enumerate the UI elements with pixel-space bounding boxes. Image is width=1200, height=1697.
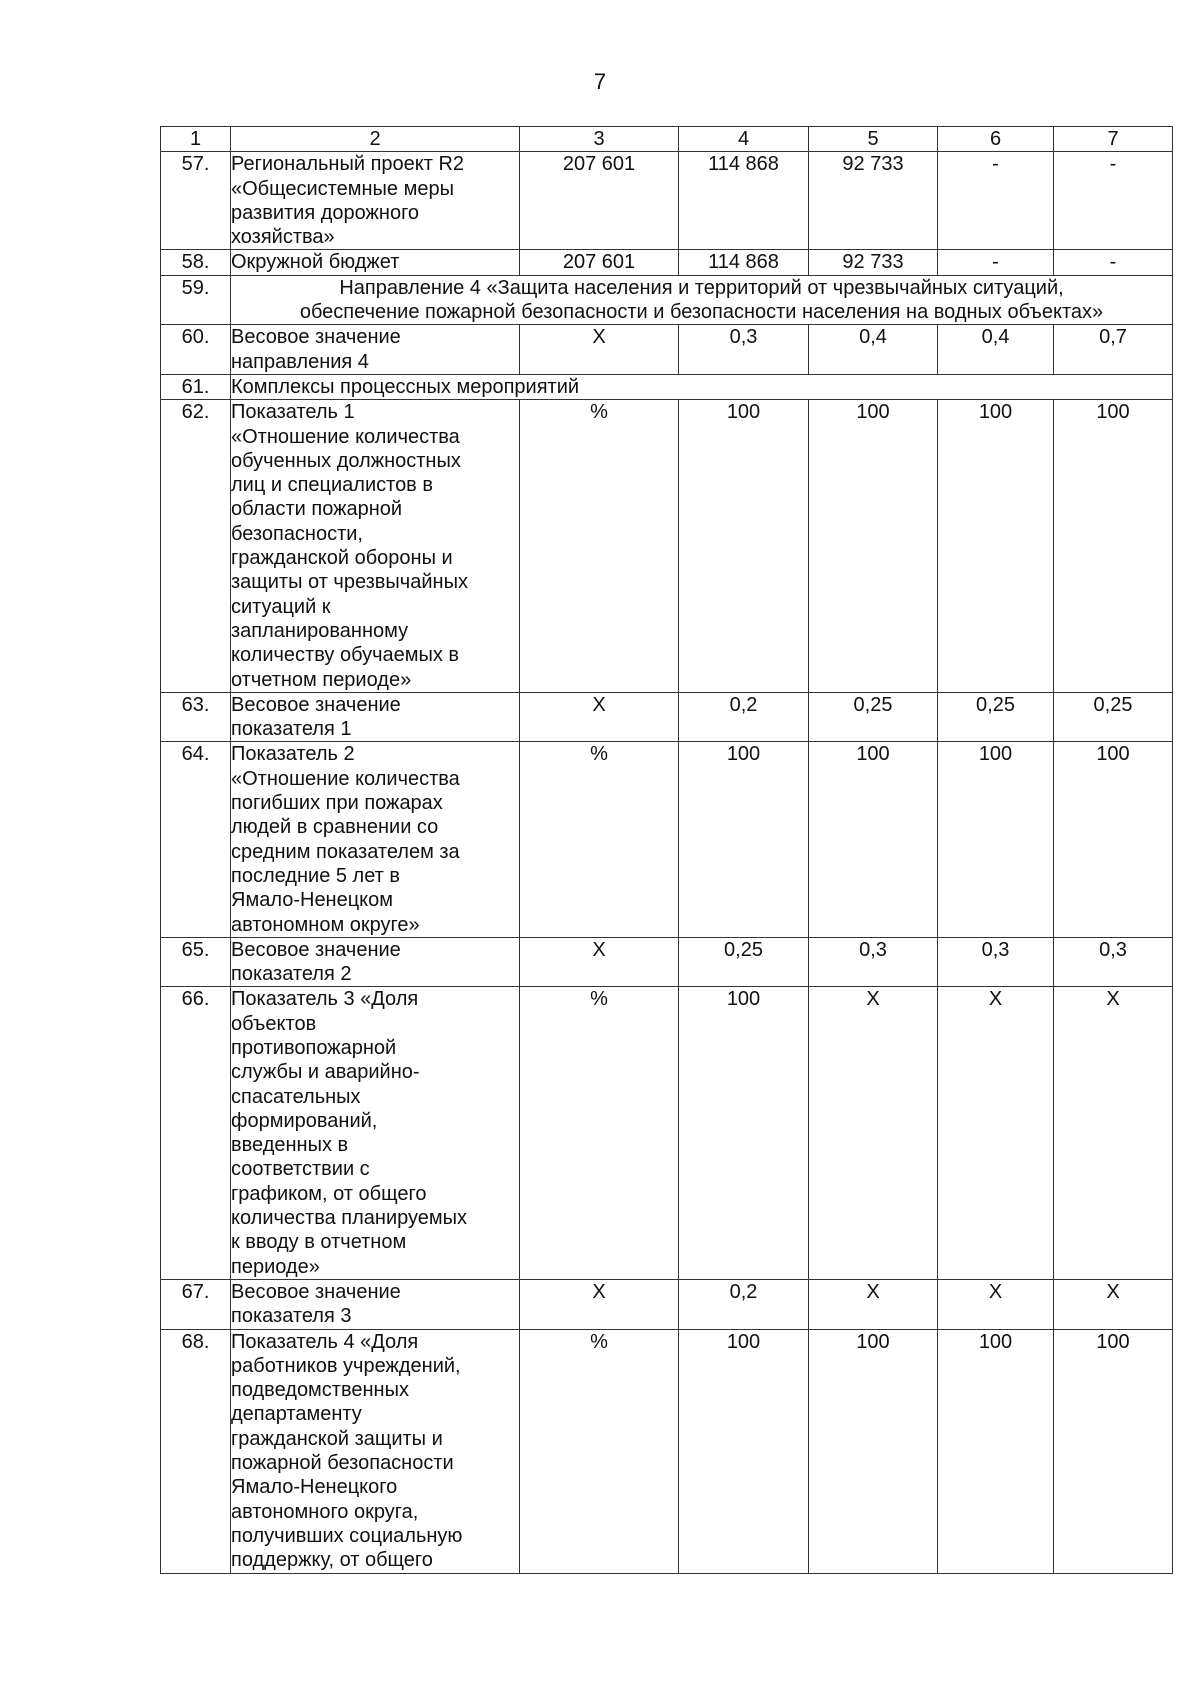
table-row bbox=[161, 250, 1173, 275]
row-number: 63. bbox=[161, 692, 231, 742]
cell-line: пожарной безопасности bbox=[231, 1452, 454, 1475]
cell-line: противопожарной bbox=[231, 1036, 397, 1059]
cell-line: ситуаций к bbox=[231, 595, 331, 618]
value-cell-c3: % bbox=[520, 1329, 679, 1573]
table-row bbox=[161, 325, 1173, 375]
row-name bbox=[231, 250, 520, 275]
cell-line: Ямало-Ненецком bbox=[231, 889, 394, 912]
value-cell-c6: 100 bbox=[938, 1329, 1054, 1573]
cell-line: подведомственных bbox=[231, 1379, 409, 1402]
row-number: 64. bbox=[161, 742, 231, 937]
section-heading bbox=[231, 275, 1173, 325]
value-cell-c5: 0,4 bbox=[809, 325, 938, 375]
value-cell-c5: X bbox=[809, 987, 938, 1280]
table-row bbox=[161, 987, 1173, 1280]
value-cell-c7: X bbox=[1054, 1279, 1173, 1329]
cell-line: показателя 3 bbox=[231, 1305, 352, 1328]
value-cell-c3: X bbox=[520, 1279, 679, 1329]
value-cell-c3: % bbox=[520, 400, 679, 693]
value-cell-c5: 0,25 bbox=[809, 692, 938, 742]
cell-line: области пожарной bbox=[231, 498, 403, 521]
page-number: 7 bbox=[593, 69, 607, 94]
header-cell: 5 bbox=[809, 127, 938, 152]
value-cell-c7: X bbox=[1054, 987, 1173, 1280]
cell-line: последние 5 лет в bbox=[231, 864, 401, 887]
header-cell: 4 bbox=[679, 127, 809, 152]
value-cell-c3: 207 601 bbox=[520, 152, 679, 250]
cell-line: спасательных bbox=[231, 1085, 361, 1108]
cell-line: развития дорожного bbox=[231, 201, 420, 224]
value-cell-c4: 100 bbox=[679, 400, 809, 693]
cell-line: погибших при пожарах bbox=[231, 792, 443, 815]
cell-line: количеству обучаемых в bbox=[231, 644, 460, 667]
cell-line: формирований, bbox=[231, 1109, 378, 1132]
row-name bbox=[231, 742, 520, 937]
value-cell-c7: 0,25 bbox=[1054, 692, 1173, 742]
row-name bbox=[231, 400, 520, 693]
cell-line: Показатель 2 bbox=[231, 743, 355, 766]
cell-line: средним показателем за bbox=[231, 840, 460, 863]
header-cell: 7 bbox=[1054, 127, 1173, 152]
value-cell-c3: X bbox=[520, 937, 679, 987]
row-number: 61. bbox=[161, 374, 231, 399]
row-number: 62. bbox=[161, 400, 231, 693]
cell-line: «Общесистемные меры bbox=[231, 177, 454, 200]
cell-line: Направление 4 «Защита населения и территорий от чрезвычайных ситуаций, bbox=[339, 276, 1064, 299]
value-cell-c7: - bbox=[1054, 250, 1173, 275]
value-cell-c5: 92 733 bbox=[809, 152, 938, 250]
cell-line: Ямало-Ненецкого bbox=[231, 1476, 398, 1499]
cell-line: Показатель 3 «Доля bbox=[231, 988, 419, 1011]
cell-line: защиты от чрезвычайных bbox=[231, 571, 468, 594]
cell-line: Весовое значение bbox=[231, 1280, 401, 1303]
value-cell-c3: % bbox=[520, 987, 679, 1280]
value-cell-c4: 114 868 bbox=[679, 250, 809, 275]
value-cell-c4: 100 bbox=[679, 987, 809, 1280]
cell-line: людей в сравнении со bbox=[231, 816, 439, 839]
header-cell: 6 bbox=[938, 127, 1054, 152]
cell-line: соответствии с bbox=[231, 1158, 370, 1181]
cell-line: автономном округе» bbox=[231, 913, 420, 936]
cell-line: Весовое значение bbox=[231, 326, 401, 349]
value-cell-c7: 0,3 bbox=[1054, 937, 1173, 987]
value-cell-c7: 100 bbox=[1054, 742, 1173, 937]
value-cell-c6: X bbox=[938, 1279, 1054, 1329]
header-cell: 1 bbox=[161, 127, 231, 152]
cell-line: отчетном периоде» bbox=[231, 668, 412, 691]
value-cell-c7: 100 bbox=[1054, 400, 1173, 693]
value-cell-c5: 92 733 bbox=[809, 250, 938, 275]
value-cell-c4: 114 868 bbox=[679, 152, 809, 250]
cell-line: получивших социальную bbox=[231, 1524, 463, 1547]
cell-line: обеспечение пожарной безопасности и безопасности населения на водных объектах» bbox=[299, 301, 1104, 324]
value-cell-c5: 100 bbox=[809, 742, 938, 937]
value-cell-c6: 0,4 bbox=[938, 325, 1054, 375]
table-row bbox=[161, 152, 1173, 250]
cell-line: Весовое значение bbox=[231, 693, 401, 716]
value-cell-c5: 0,3 bbox=[809, 937, 938, 987]
cell-line: службы и аварийно- bbox=[231, 1061, 420, 1084]
table-row bbox=[161, 1329, 1173, 1573]
row-name bbox=[231, 1329, 520, 1573]
row-number: 59. bbox=[161, 275, 231, 325]
cell-line: показателя 1 bbox=[231, 718, 352, 741]
cell-line: введенных в bbox=[231, 1134, 349, 1157]
table-row bbox=[161, 275, 1173, 325]
value-cell-c3: 207 601 bbox=[520, 250, 679, 275]
row-number: 67. bbox=[161, 1279, 231, 1329]
cell-line: хозяйства» bbox=[231, 226, 335, 249]
cell-line: Показатель 1 bbox=[231, 401, 355, 424]
row-number: 58. bbox=[161, 250, 231, 275]
cell-line: безопасности, bbox=[231, 522, 363, 545]
value-cell-c3: % bbox=[520, 742, 679, 937]
cell-line: Весовое значение bbox=[231, 938, 401, 961]
cell-line: работников учреждений, bbox=[231, 1354, 461, 1377]
value-cell-c5: X bbox=[809, 1279, 938, 1329]
cell-line: периоде» bbox=[231, 1255, 320, 1278]
cell-line: обученных должностных bbox=[231, 449, 461, 472]
value-cell-c6: X bbox=[938, 987, 1054, 1280]
value-cell-c6: 100 bbox=[938, 742, 1054, 937]
value-cell-c3: X bbox=[520, 325, 679, 375]
cell-line: гражданской защиты и bbox=[231, 1427, 443, 1450]
cell-line: департаменту bbox=[231, 1403, 362, 1426]
header-row bbox=[161, 127, 1173, 152]
value-cell-c6: 100 bbox=[938, 400, 1054, 693]
value-cell-c6: 0,3 bbox=[938, 937, 1054, 987]
table-row bbox=[161, 937, 1173, 987]
header-cell: 2 bbox=[231, 127, 520, 152]
cell-line: «Отношение количества bbox=[231, 425, 460, 448]
row-name bbox=[231, 152, 520, 250]
table-row bbox=[161, 742, 1173, 937]
value-cell-c4: 0,2 bbox=[679, 692, 809, 742]
cell-line: лиц и специалистов в bbox=[231, 474, 433, 497]
cell-line: Окружной бюджет bbox=[231, 251, 400, 274]
data-table bbox=[160, 126, 1173, 1574]
value-cell-c5: 100 bbox=[809, 1329, 938, 1573]
cell-line: запланированному bbox=[231, 619, 409, 642]
cell-line: к вводу в отчетном bbox=[231, 1231, 407, 1254]
table-row bbox=[161, 400, 1173, 693]
cell-line: графиком, от общего bbox=[231, 1182, 427, 1205]
row-name bbox=[231, 937, 520, 987]
cell-line: Показатель 4 «Доля bbox=[231, 1330, 419, 1353]
cell-line: направления 4 bbox=[231, 350, 369, 373]
row-number: 57. bbox=[161, 152, 231, 250]
cell-line: показателя 2 bbox=[231, 963, 352, 986]
row-name bbox=[231, 987, 520, 1280]
value-cell-c6: 0,25 bbox=[938, 692, 1054, 742]
value-cell-c7: 0,7 bbox=[1054, 325, 1173, 375]
value-cell-c4: 100 bbox=[679, 1329, 809, 1573]
value-cell-c7: - bbox=[1054, 152, 1173, 250]
cell-line: количества планируемых bbox=[231, 1207, 468, 1230]
value-cell-c4: 0,3 bbox=[679, 325, 809, 375]
cell-line: гражданской обороны и bbox=[231, 547, 453, 570]
cell-line: автономного округа, bbox=[231, 1500, 419, 1523]
row-number: 65. bbox=[161, 937, 231, 987]
value-cell-c6: - bbox=[938, 250, 1054, 275]
row-name bbox=[231, 692, 520, 742]
value-cell-c7: 100 bbox=[1054, 1329, 1173, 1573]
cell-line: поддержку, от общего bbox=[231, 1549, 433, 1572]
cell-line: объектов bbox=[231, 1012, 317, 1035]
row-name bbox=[231, 1279, 520, 1329]
cell-line: Региональный проект R2 bbox=[231, 153, 465, 176]
value-cell-c3: X bbox=[520, 692, 679, 742]
row-number: 66. bbox=[161, 987, 231, 1280]
value-cell-c4: 0,25 bbox=[679, 937, 809, 987]
value-cell-c6: - bbox=[938, 152, 1054, 250]
row-name bbox=[231, 325, 520, 375]
table-row bbox=[161, 374, 1173, 399]
table-row bbox=[161, 692, 1173, 742]
value-cell-c5: 100 bbox=[809, 400, 938, 693]
value-cell-c4: 0,2 bbox=[679, 1279, 809, 1329]
cell-line: «Отношение количества bbox=[231, 767, 460, 790]
header-cell: 3 bbox=[520, 127, 679, 152]
table-row bbox=[161, 1279, 1173, 1329]
value-cell-c4: 100 bbox=[679, 742, 809, 937]
row-number: 60. bbox=[161, 325, 231, 375]
section-subheading: Комплексы процессных мероприятий bbox=[231, 374, 1173, 399]
row-number: 68. bbox=[161, 1329, 231, 1573]
